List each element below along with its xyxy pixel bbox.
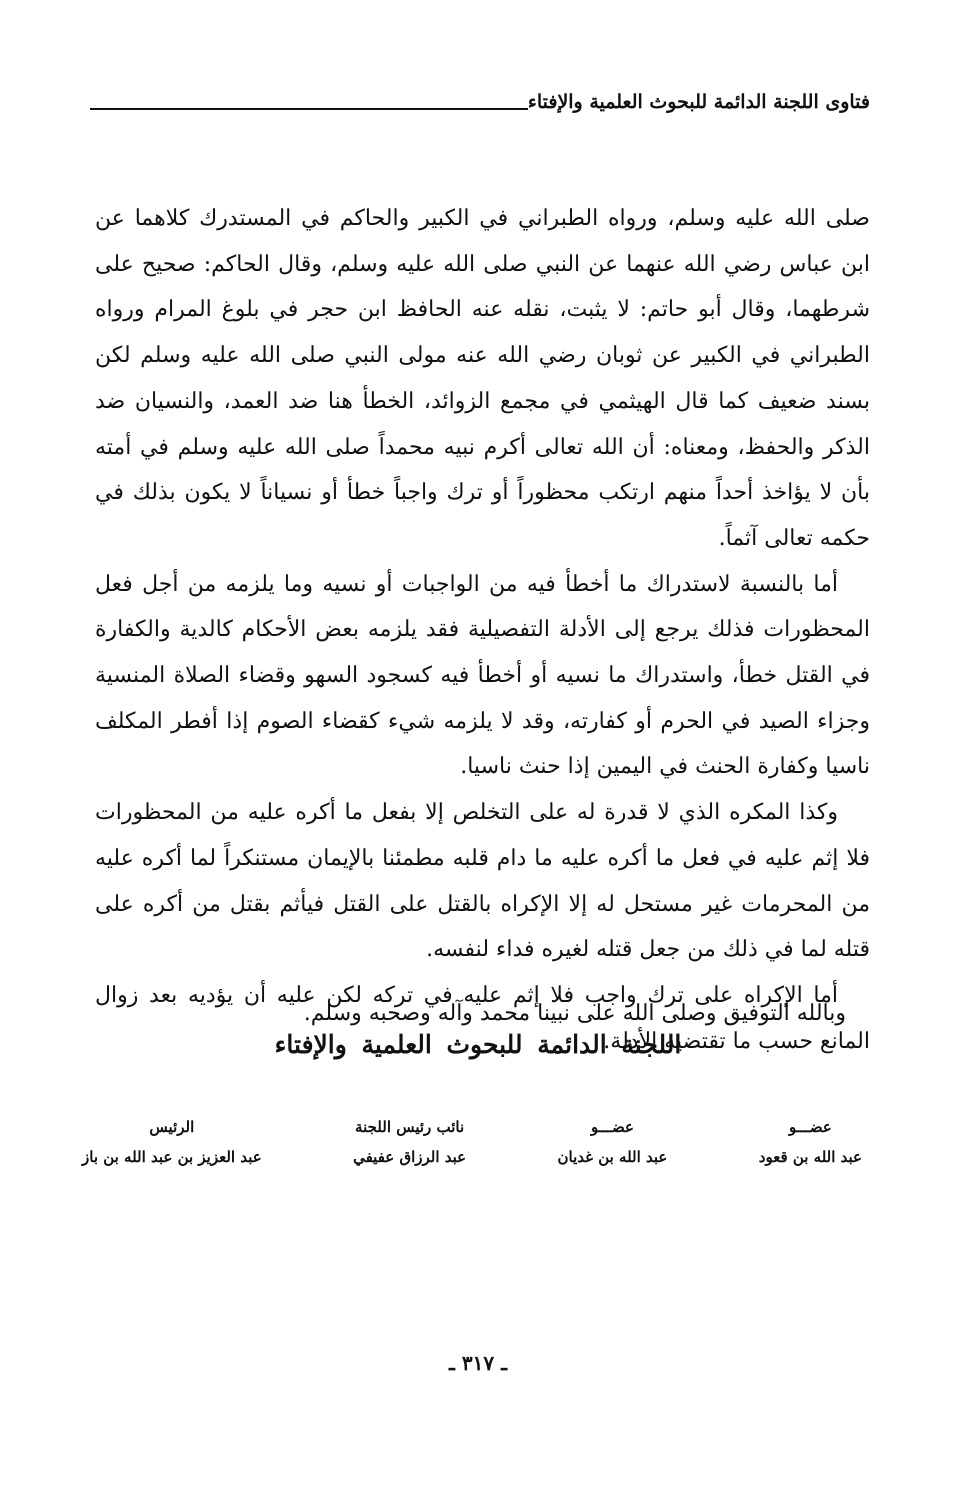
signatures xyxy=(82,1118,862,1167)
signature-role: عضـــو xyxy=(591,1118,634,1136)
paragraph-rectification: أما بالنسبة لاستدراك ما أخطأ فيه من الواجبات أو نسيه وما يلزمه من أجل فعل المحظورات فذلك يرجع إلى الأدلة التفصيلية فقد يلزمه بعض الأحكام كالدية والكفارة في القتل خطأ، واستدراك ما نسيه أو أخطأ فيه كسجود السهو وقضاء الصلاة المنسية وجزاء الصيد في الحرم أو كفارته، وقد لا يلزمه شيء كقضاء الصوم إذا أفطر المكلف ناسيا وكفارة الحنث في اليمين إذا حنث ناسيا. xyxy=(95,571,870,780)
signature-name: عبد الله بن قعود xyxy=(758,1147,862,1166)
paragraph-hadith-commentary: صلى الله عليه وسلم، ورواه الطبراني في الكبير والحاكم في المستدرك كلاهما عن ابن عباس رضي الله عنهما عن النبي صلى الله عليه وسلم، وقال الحاكم: صحيح على شرطهما، وقال أبو حاتم: لا يثبت، نقله عنه الحافظ ابن حجر في بلوغ المرام ورواه الطبراني في الكبير عن ثوبان رضي الله عنه مولى النبي صلى الله عليه وسلم لكن بسند ضعيف كما قال الهيثمي في مجمع الزوائد، الخطأ هنا ضد العمد، والنسيان ضد الذكر والحفظ، ومعناه: أن الله تعالى أكرم نبيه محمداً صلى الله عليه وسلم في أمته بأن لا يؤاخذ أحداً منهم ارتكب محظوراً أو ترك واجباً خطأ أو نسياناً لا يكون بذلك في حكمه تعالى آثماً. xyxy=(95,206,870,551)
page-number: ـ ٣١٧ ـ xyxy=(449,1351,507,1375)
header-title: فتاوى اللجنة الدائمة للبحوث العلمية والإفتاء xyxy=(527,91,870,113)
signature-name: عبد الله بن غديان xyxy=(557,1147,668,1166)
closing-prayer: وبالله التوفيق وصلى الله على نبينا محمد وآله وصحبه وسلم. xyxy=(303,1001,846,1026)
paragraph-coercion: وكذا المكره الذي لا قدرة له على التخلص إلا بفعل ما أكره عليه من المحظورات فلا إثم عليه في فعل ما أكره عليه ما دام قلبه مطمئنا بالإيمان مستنكراً لما أكره عليه من المحرمات غير مستحل له إلا الإكراه بالقتل على القتل فيأثم بقتل من أكره على قتله لما في ذلك من جعل قتله لغيره فداء لنفسه. xyxy=(95,800,871,963)
signature-role: نائب رئيس اللجنة xyxy=(355,1118,465,1136)
signature-name: عبد العزيز بن عبد الله بن باز xyxy=(82,1147,262,1166)
signature-president-baz xyxy=(82,1118,262,1167)
running-header xyxy=(90,84,870,114)
signature-deputy-afifi xyxy=(353,1118,466,1167)
signature-member-qaud xyxy=(759,1118,862,1167)
signature-role: عضـــو xyxy=(788,1118,832,1136)
signature-member-ghudayyan xyxy=(558,1118,668,1167)
fatwa-body xyxy=(95,196,870,1064)
committee-name: اللجنة الدائمة للبحوث العلمية والإفتاء xyxy=(274,1030,682,1059)
signature-role: الرئيس xyxy=(149,1118,195,1136)
signature-name: عبد الرزاق عفيفي xyxy=(353,1147,467,1166)
header-rule xyxy=(90,108,528,110)
paragraph-coercion-obligation: أما الإكراه على ترك واجب فلا إثم عليه في تركه لكن عليه أن يؤديه بعد زوال المانع حسب ما تقتضيه الأدلة. xyxy=(95,982,870,1054)
